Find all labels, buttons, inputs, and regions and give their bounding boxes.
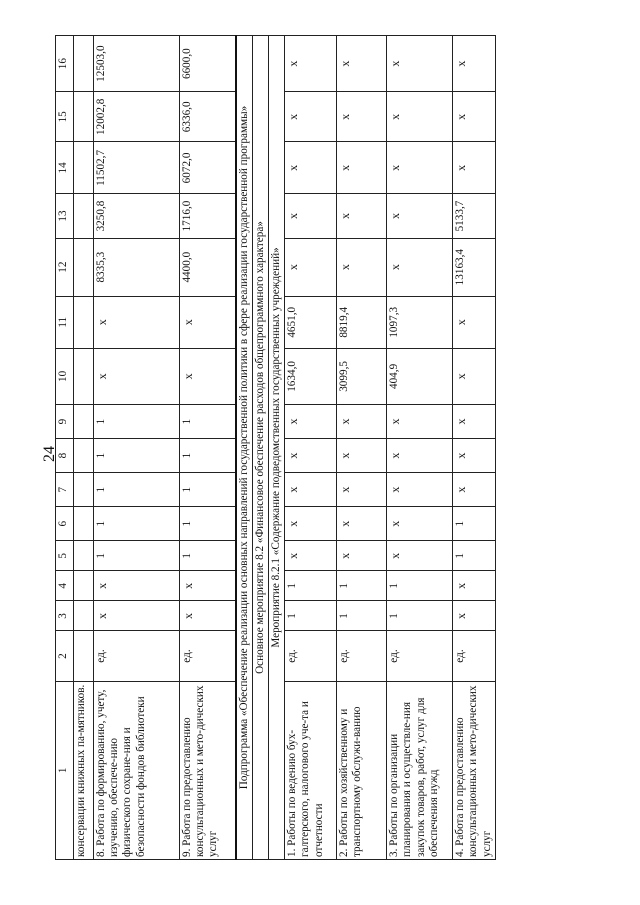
- column-header: 15: [56, 92, 74, 142]
- data-table: [55, 35, 496, 860]
- column-header: 16: [56, 36, 74, 92]
- table-cell: 1: [180, 541, 236, 571]
- table-cell: х: [453, 142, 496, 194]
- section-row: [268, 36, 284, 860]
- table-cell: 1: [180, 404, 236, 438]
- table-cell: х: [387, 439, 453, 473]
- table-cell: 1: [94, 507, 180, 541]
- table-cell: х: [337, 92, 387, 142]
- column-header: 5: [56, 541, 74, 571]
- table-cell: х: [453, 473, 496, 507]
- table-row: [453, 36, 496, 860]
- table-cell: [74, 601, 94, 631]
- table-cell: 1: [94, 473, 180, 507]
- table-cell: 6600,0: [180, 36, 236, 92]
- column-header: 1: [56, 681, 74, 859]
- table-cell: х: [387, 194, 453, 238]
- table-cell: х: [180, 348, 236, 404]
- table-cell: х: [453, 92, 496, 142]
- table-cell: [74, 348, 94, 404]
- table-cell: х: [453, 571, 496, 601]
- table-cell: 1: [94, 541, 180, 571]
- table-cell: х: [94, 601, 180, 631]
- row-label: 9. Работа по предоставлению консультационных и мето-дических услуг: [180, 681, 236, 859]
- row-label: 8. Работа по формированию, учету, изучению, обеспече-нию физического сохране-ния и безопасности фондов библиотеки: [94, 681, 180, 859]
- table-cell: 11502,7: [94, 142, 180, 194]
- table-cell: х: [453, 296, 496, 348]
- table-cell: 1: [453, 507, 496, 541]
- table-cell: х: [285, 36, 337, 92]
- table-cell: х: [285, 541, 337, 571]
- table-cell: х: [285, 92, 337, 142]
- table-cell: х: [285, 404, 337, 438]
- table-cell: х: [453, 404, 496, 438]
- table-cell: х: [387, 36, 453, 92]
- table-cell: [74, 404, 94, 438]
- table-cell: х: [387, 238, 453, 296]
- table-cell: 1: [180, 473, 236, 507]
- table-cell: х: [453, 601, 496, 631]
- table-cell: х: [387, 473, 453, 507]
- table-cell: ед.: [453, 631, 496, 681]
- column-header: 3: [56, 601, 74, 631]
- column-header: 12: [56, 238, 74, 296]
- table-cell: [74, 571, 94, 601]
- table-cell: 8335,3: [94, 238, 180, 296]
- section-row: [252, 36, 268, 860]
- table-cell: 1634,0: [285, 348, 337, 404]
- row-label: консервации книжных па-мятников.: [74, 681, 94, 859]
- table-cell: [74, 194, 94, 238]
- table-cell: х: [180, 296, 236, 348]
- column-header: 4: [56, 571, 74, 601]
- table-cell: 12503,0: [94, 36, 180, 92]
- table-cell: х: [387, 541, 453, 571]
- section-row: [236, 36, 253, 860]
- table-cell: ед.: [94, 631, 180, 681]
- page-number: 24: [41, 446, 58, 462]
- table-cell: х: [337, 507, 387, 541]
- table-cell: х: [285, 507, 337, 541]
- header-row: [56, 36, 74, 860]
- table-cell: х: [453, 36, 496, 92]
- column-header: 10: [56, 348, 74, 404]
- table-cell: [74, 36, 94, 92]
- table-cell: [74, 296, 94, 348]
- table-cell: х: [285, 194, 337, 238]
- table-cell: 1: [285, 571, 337, 601]
- table-cell: 1097,3: [387, 296, 453, 348]
- row-label: 3. Работы по организации планирования и осуществле-ния закупок товаров, работ, услуг для обеспечения нужд: [387, 681, 453, 859]
- table-cell: ед.: [285, 631, 337, 681]
- table-row: [337, 36, 387, 860]
- table-cell: х: [337, 238, 387, 296]
- table-cell: [74, 507, 94, 541]
- table-cell: х: [337, 541, 387, 571]
- table-row: [180, 36, 236, 860]
- column-header: 6: [56, 507, 74, 541]
- table-cell: х: [453, 439, 496, 473]
- table-cell: 8819,4: [337, 296, 387, 348]
- table-cell: х: [337, 142, 387, 194]
- table-cell: 404,9: [387, 348, 453, 404]
- table-cell: х: [387, 404, 453, 438]
- table-cell: [74, 238, 94, 296]
- table-cell: х: [180, 571, 236, 601]
- table-cell: х: [387, 142, 453, 194]
- row-label: 4. Работа по предоставлению консультационных и мето-дических услуг: [453, 681, 496, 859]
- table-cell: 1: [387, 601, 453, 631]
- column-header: 13: [56, 194, 74, 238]
- table-cell: х: [94, 348, 180, 404]
- table-cell: 12002,8: [94, 92, 180, 142]
- table-cell: х: [387, 92, 453, 142]
- table-cell: х: [285, 142, 337, 194]
- table-cell: 1716,0: [180, 194, 236, 238]
- table-cell: 1: [180, 507, 236, 541]
- table-cell: х: [180, 601, 236, 631]
- table-cell: [74, 541, 94, 571]
- table-cell: 3250,8: [94, 194, 180, 238]
- table-cell: х: [285, 439, 337, 473]
- table-body: [74, 36, 496, 860]
- table-cell: ед.: [180, 631, 236, 681]
- table-cell: 1: [387, 571, 453, 601]
- row-label: 1. Работы по ведению бух-галтерского, налогового уче-та и отчетности: [285, 681, 337, 859]
- table-cell: ед.: [387, 631, 453, 681]
- column-header: 9: [56, 404, 74, 438]
- column-header: 7: [56, 473, 74, 507]
- table-cell: х: [337, 404, 387, 438]
- table-cell: 1: [285, 601, 337, 631]
- table-cell: 1: [180, 439, 236, 473]
- column-header: 2: [56, 631, 74, 681]
- table-cell: ед.: [337, 631, 387, 681]
- table-cell: х: [285, 473, 337, 507]
- row-label: 2. Работы по хозяйственному и транспортному обслужи-ванию: [337, 681, 387, 859]
- table-cell: [74, 142, 94, 194]
- table-cell: х: [94, 296, 180, 348]
- table-cell: 6336,0: [180, 92, 236, 142]
- rotated-table-container: [55, 35, 493, 860]
- table-cell: х: [94, 571, 180, 601]
- table-cell: 5133,7: [453, 194, 496, 238]
- table-cell: [74, 631, 94, 681]
- table-row: [285, 36, 337, 860]
- table-cell: х: [337, 36, 387, 92]
- column-header: 11: [56, 296, 74, 348]
- table-cell: 4400,0: [180, 238, 236, 296]
- table-cell: х: [387, 507, 453, 541]
- table-cell: х: [337, 194, 387, 238]
- table-cell: [74, 439, 94, 473]
- table-cell: х: [453, 348, 496, 404]
- section-title: Подпрограмма «Обеспечение реализации основных направлений государственной политики в сфере реализации государственной программы»: [236, 36, 253, 860]
- table-cell: 1: [453, 541, 496, 571]
- table-cell: [74, 473, 94, 507]
- section-title: Мероприятие 8.2.1 «Содержание подведомственных государственных учреждений»: [268, 36, 284, 860]
- table-cell: 6072,0: [180, 142, 236, 194]
- table-cell: [74, 92, 94, 142]
- table-cell: 3099,5: [337, 348, 387, 404]
- section-title: Основное мероприятие 8.2 «Финансовое обеспечение расходов общепрограммного характера»: [252, 36, 268, 860]
- table-cell: х: [285, 238, 337, 296]
- table-row: [74, 36, 94, 860]
- table-cell: х: [337, 473, 387, 507]
- table-row: [387, 36, 453, 860]
- table-row: [94, 36, 180, 860]
- table-cell: 1: [94, 439, 180, 473]
- table-cell: 1: [337, 571, 387, 601]
- column-header: 8: [56, 439, 74, 473]
- table-cell: х: [337, 439, 387, 473]
- table-cell: 13163,4: [453, 238, 496, 296]
- table-cell: 1: [337, 601, 387, 631]
- table-cell: 1: [94, 404, 180, 438]
- column-header: 14: [56, 142, 74, 194]
- table-cell: 4651,0: [285, 296, 337, 348]
